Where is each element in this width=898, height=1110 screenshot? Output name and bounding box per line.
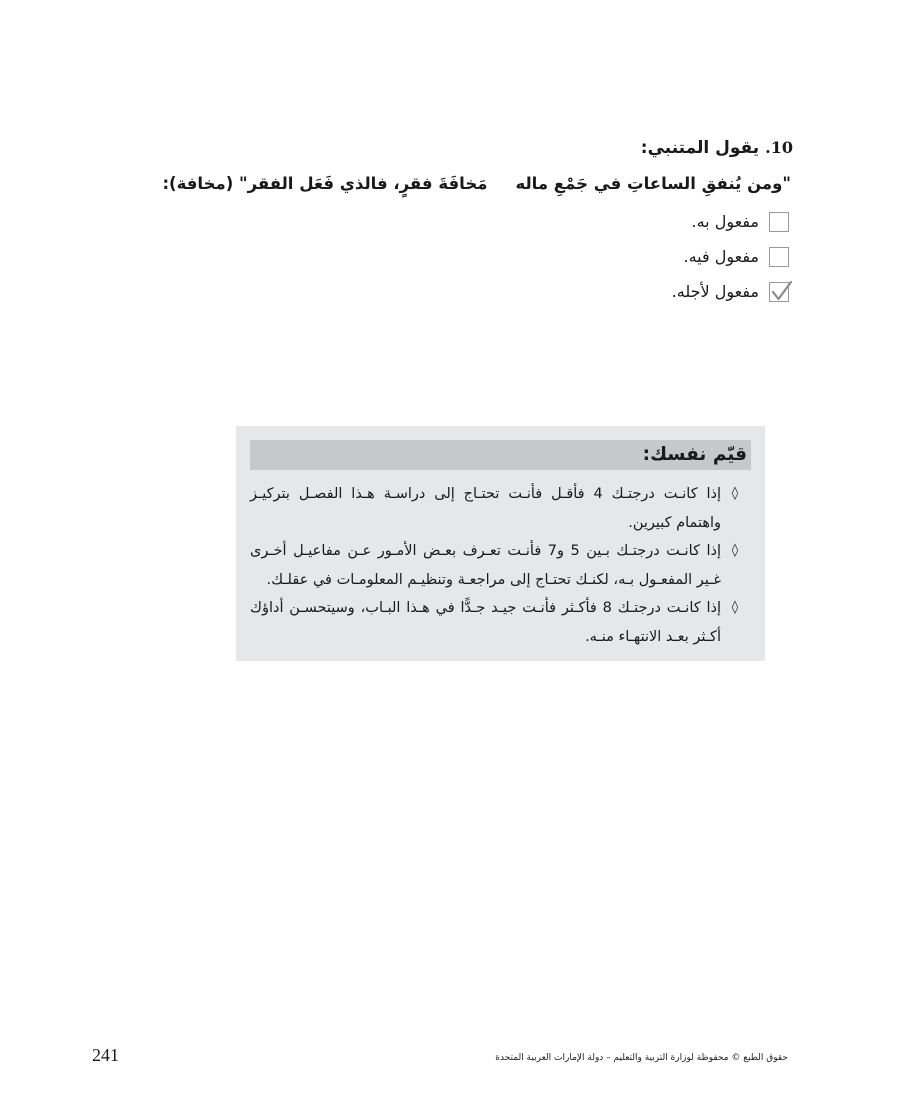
option-label: مفعول لأجله. — [671, 282, 759, 301]
option-mafool-liajlihi[interactable] — [233, 274, 789, 309]
option-mafool-bihi[interactable] — [233, 204, 789, 239]
question-number: 10. — [765, 138, 793, 157]
self-assessment-title: قيّم نفسك: — [642, 444, 747, 465]
question-title: يقول المتنبي: — [640, 138, 760, 158]
self-assessment-box — [236, 426, 765, 661]
checkbox-empty[interactable] — [769, 247, 789, 267]
copyright-notice: حقوق الطبع © محفوظة لوزارة التربية والتعليم – دولة الإمارات العربية المتحدة — [495, 1053, 788, 1063]
verse-second-half: مَخافَةَ فقرٍ، فالذي فَعَل الفقر" (مخافة): — [162, 174, 488, 193]
diamond-bullet-icon: ◊ — [731, 600, 739, 615]
assessment-text: إذا كانـت درجتـك 8 فأكـثر فأنـت جيـد جـدًّا في هـذا البـاب، وسيتحسـن أداؤك أكـثر بعـد الانتهـاء منـه. — [250, 600, 722, 645]
option-label: مفعول فيه. — [683, 247, 759, 266]
question-header — [233, 134, 793, 162]
option-mafool-fihi[interactable] — [233, 239, 789, 274]
checkbox-empty[interactable] — [769, 212, 789, 232]
page-number: 241 — [92, 1045, 119, 1065]
diamond-bullet-icon: ◊ — [731, 486, 739, 501]
option-label: مفعول به. — [691, 212, 759, 231]
self-assessment-list — [250, 480, 741, 651]
verse-first-half: "ومن يُنفقِ الساعاتِ في جَمْعِ ماله — [515, 174, 791, 193]
assessment-item — [250, 537, 741, 594]
answer-options — [233, 204, 793, 309]
assessment-text: إذا كانـت درجتـك 4 فأقـل فأنـت تحتـاج إلى دراسـة هـذا الفصـل بتركيـز واهتمام كبيرين. — [250, 486, 721, 531]
poetry-verse — [162, 170, 791, 198]
checkbox-checked[interactable] — [769, 282, 789, 302]
assessment-item — [250, 480, 741, 537]
diamond-bullet-icon: ◊ — [731, 543, 739, 558]
assessment-item — [250, 594, 741, 651]
checkmark-icon — [769, 279, 793, 303]
question-10 — [162, 134, 793, 309]
self-assessment-title-bar — [250, 440, 751, 470]
assessment-text: إذا كانـت درجتـك بـين 5 و7 فأنـت تعـرف بعـض الأمـور عـن مفاعيـل أخـرى غـير المفعـول بـه، لكنـك تحتـاج إلى مراجعـة وتنظيـم المعلومـات في عقلـك. — [250, 543, 721, 588]
